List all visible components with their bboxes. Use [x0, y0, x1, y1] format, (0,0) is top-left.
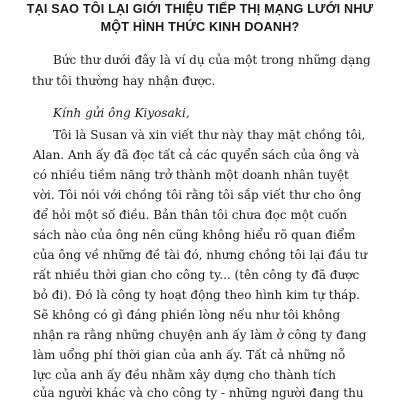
letter-line-6: sách nào của ông nên cũng không hiểu rõ quan điểm [33, 228, 356, 242]
letter-line-14: của người khác và cho công ty - những người đang thu [33, 386, 364, 400]
letter-line-9: bỏ đi). Đó là công ty hoạt động theo hình kim tự tháp. [33, 288, 360, 302]
letter-salutation: Kính gửi ông Kiyosaki, [53, 106, 190, 120]
letter-line-13: lực của anh ấy đều nhằm xây dựng cho thành tích [33, 368, 337, 382]
letter-line-7: của ông về những đề tài đó, nhưng chồng tôi lại đầu tư [33, 248, 368, 262]
letter-line-11: nhận ra rằng những chuyện anh ấy làm ở công ty đang [33, 328, 367, 342]
heading-line-1: TẠI SAO TÔI LẠI GIỚI THIỆU TIẾP THỊ MẠNG LƯỚI NHƯ [26, 1, 374, 16]
letter-line-5: để hỏi một số điều. Bản thân tôi chưa đọc một cuốn [33, 208, 348, 222]
letter-line-8: rất nhiều thời gian cho công ty... (tên công ty đã được [33, 268, 360, 282]
heading-line-2: MỘT HÌNH THỨC KINH DOANH? [100, 19, 300, 34]
letter-line-4: vời. Tôi nói với chồng tôi rằng tôi sắp viết thư cho ông [33, 188, 362, 202]
letter-line-12: làm uổng phí thời gian của anh ấy. Tất cả những nỗ [33, 348, 346, 362]
letter-line-2: Alan. Anh ấy đã đọc tất cả các quyển sách của ông và [33, 148, 360, 162]
letter-line-3: có nhiều tiềm năng trở thành một doanh nhân tuyệt [33, 168, 349, 182]
intro-line-2: thư tôi thường hay nhận được. [32, 74, 216, 88]
intro-line-1: Bức thư dưới đây là ví dụ của một trong những dạng [53, 53, 371, 67]
letter-line-1: Tôi là Susan và xin viết thư này thay mặt chồng tôi, [53, 128, 366, 142]
letter-line-10: Sẽ không có gì đáng phiền lòng nếu như tôi không [33, 308, 341, 322]
